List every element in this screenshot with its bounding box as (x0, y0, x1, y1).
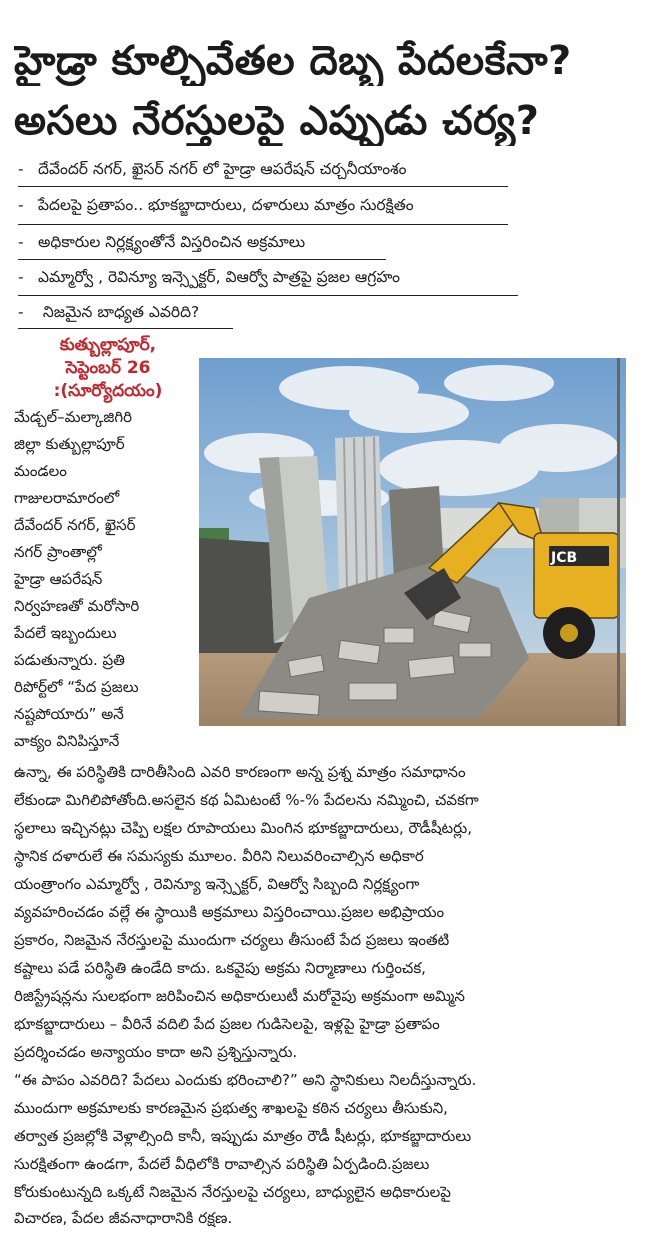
bullet-rule-1 (18, 186, 508, 187)
bullet-text: పేదలపై ప్రతాపం.. భూకబ్జాదారులు, దళారులు మాత్రం సురక్షితం (38, 196, 414, 214)
body-line: తర్వాత ప్రజల్లోకి వెళ్లాల్సింది కానీ, ఇప్పుడు మాత్రం రౌడీ షీటర్లు, భూకబ్జాదారులు (14, 1127, 472, 1145)
bullet-4: - ఎమ్మార్వో , రెవిన్యూ ఇన్స్పెక్టర్, విఆర్వో పాత్రపై ప్రజల ఆగ్రహం (18, 268, 401, 286)
column-line: దేవేందర్ నగర్, ఖైసర్ (14, 516, 136, 534)
bullet-text: అధికారుల నిర్లక్ష్యంతోనే విస్తరించిన అక్రమాలు (38, 233, 306, 251)
news-photo-demolition (199, 358, 626, 726)
dateline-place: కుత్బుల్లాపూర్, (59, 335, 157, 355)
bullet-2: - పేదలపై ప్రతాపం.. భూకబ్జాదారులు, దళారులు మాత్రం సురక్షితం (18, 196, 414, 214)
body-line: ప్రకారం, నిజమైన నేరస్తులపై ముందుగా చర్యలు తీసుంటే పేద ప్రజలు ఇంతటి (14, 931, 450, 949)
body-line: స్థలాలు ఇచ్చినట్లు చెప్పి లక్షల రూపాయలు మింగిన భూకబ్జాదారులు, రౌడీషీటర్లు, (14, 819, 472, 837)
dateline (22, 334, 194, 403)
bullet-text: దేవేందర్ నగర్, ఖైసర్ నగర్ లో హైడ్రా ఆపరేషన్ చర్చనీయాంశం (38, 160, 407, 178)
bullet-rule-2 (18, 224, 508, 225)
headline-line-2: అసలు నేరస్తులపై ఎప్పుడు చర్య? (14, 98, 540, 144)
column-line: నిర్వహణతో మరోసారి (14, 597, 140, 615)
body-line: లేకుండా మిగిలిపోతోంది.అసలైన కథ ఏమిటంటే %-% పేదలను నమ్మించి, చవకగా (14, 791, 479, 809)
body-line: సురక్షితంగా ఉండగా, పేదలే వీధిలోకి రావాల్సిన పరిస్థితి ఏర్పడింది.ప్రజలు (14, 1155, 430, 1173)
body-line: “ఈ పాపం ఎవరిది? పేదలు ఎందుకు భరించాలి?” అని స్థానికులు నిలదీస్తున్నారు. (14, 1071, 477, 1089)
body-line: కోరుకుంటున్నది ఒక్కటే నిజమైన నేరస్తులపై చర్యలు, బాధ్యులైన అధికారులపై (14, 1183, 451, 1201)
dateline-source: :(సూర్యోదయం) (53, 381, 163, 401)
bullet-rule-5 (18, 328, 233, 329)
dateline-date: సెప్టెంబర్ 26 (65, 358, 151, 378)
headline-line-1: హైడ్రా కూల్చివేతల దెబ్బ పేదలకేనా? (14, 38, 572, 84)
body-line: భూకబ్జాదారులు – వీరినే వదిలి పేద ప్రజల గుడిసెలపై, ఇళ్లపై హైడ్రా ప్రతాపం (14, 1015, 440, 1033)
bullet-text: నిజమైన బాధ్యత ఎవరిది? (38, 303, 200, 321)
body-line: విచారణ, పేదల జీవనాధారానికి రక్షణ. (14, 1209, 233, 1227)
body-line: కష్టాలు పడే పరిస్థితి ఉండేది కాదు. ఒకవైపు అక్రమ నిర్మాణాలు గుర్తించక, (14, 959, 426, 977)
column-line: మేడ్చల్–మల్కాజిగిరి (14, 408, 133, 426)
body-line: ఉన్నా, ఈ పరిస్థితికి దారితీసింది ఎవరి కారణంగా అన్న ప్రశ్న మాత్రం సమాధానం (14, 763, 466, 781)
bullet-3: - అధికారుల నిర్లక్ష్యంతోనే విస్తరించిన అక్రమాలు (18, 233, 306, 251)
column-line: జిల్లా కుత్బుల్లాపూర్ (14, 435, 125, 453)
column-line: గాజులరామారంలో (14, 489, 120, 507)
bullet-text: ఎమ్మార్వో , రెవిన్యూ ఇన్స్పెక్టర్, విఆర్వో పాత్రపై ప్రజల ఆగ్రహం (38, 268, 401, 286)
column-line: మండలం (14, 462, 67, 480)
column-line: నష్టపోయారు” అనే (14, 705, 124, 723)
body-line: ముందుగా అక్రమాలకు కారణమైన ప్రభుత్వ శాఖలపై కఠిన చర్యలు తీసుకుని, (14, 1099, 448, 1117)
jcb-logo: JCB (551, 550, 578, 566)
body-line: యంత్రాంగం ఎమ్మార్వో , రెవిన్యూ ఇన్స్పెక్టర్, విఆర్వో సిబ్బంది నిర్లక్ష్యంగా (14, 875, 420, 893)
column-line: నగర్ ప్రాంతాల్లో (14, 543, 102, 561)
bullet-rule-3 (18, 259, 386, 260)
body-line: స్థానిక దళారులే ఈ సమస్యకు మూలం. వీరిని నిలువరించాల్సిన అధికార (14, 847, 424, 865)
body-line: రిజిస్ట్రేషన్లను సులభంగా జరిపించిన అధికారులుటీ మరోవైపు అక్రమంగా అమ్మిన (14, 987, 465, 1005)
bullet-1: - దేవేందర్ నగర్, ఖైసర్ నగర్ లో హైడ్రా ఆపరేషన్ చర్చనీయాంశం (18, 160, 407, 178)
column-line: హైడ్రా ఆపరేషన్ (14, 570, 103, 588)
column-line: పడుతున్నారు. ప్రతి (14, 651, 125, 669)
column-line: పేదలే ఇబ్బందులు (14, 624, 117, 642)
bullet-rule-4 (18, 295, 518, 296)
body-line: వ్యవహరించడం వల్లే ఈ స్థాయికి అక్రమాలు విస్తరించాయి.ప్రజల అభిప్రాయం (14, 903, 445, 921)
column-line: రిపోర్ట్‌లో “పేద ప్రజలు (14, 678, 139, 696)
body-line: ప్రదర్శించడం అన్యాయం కాదా అని ప్రశ్నిస్తున్నారు. (14, 1043, 298, 1061)
column-line: వాక్యం వినిపిస్తూనే (14, 732, 120, 750)
bullet-5: - నిజమైన బాధ్యత ఎవరిది? (18, 303, 200, 321)
